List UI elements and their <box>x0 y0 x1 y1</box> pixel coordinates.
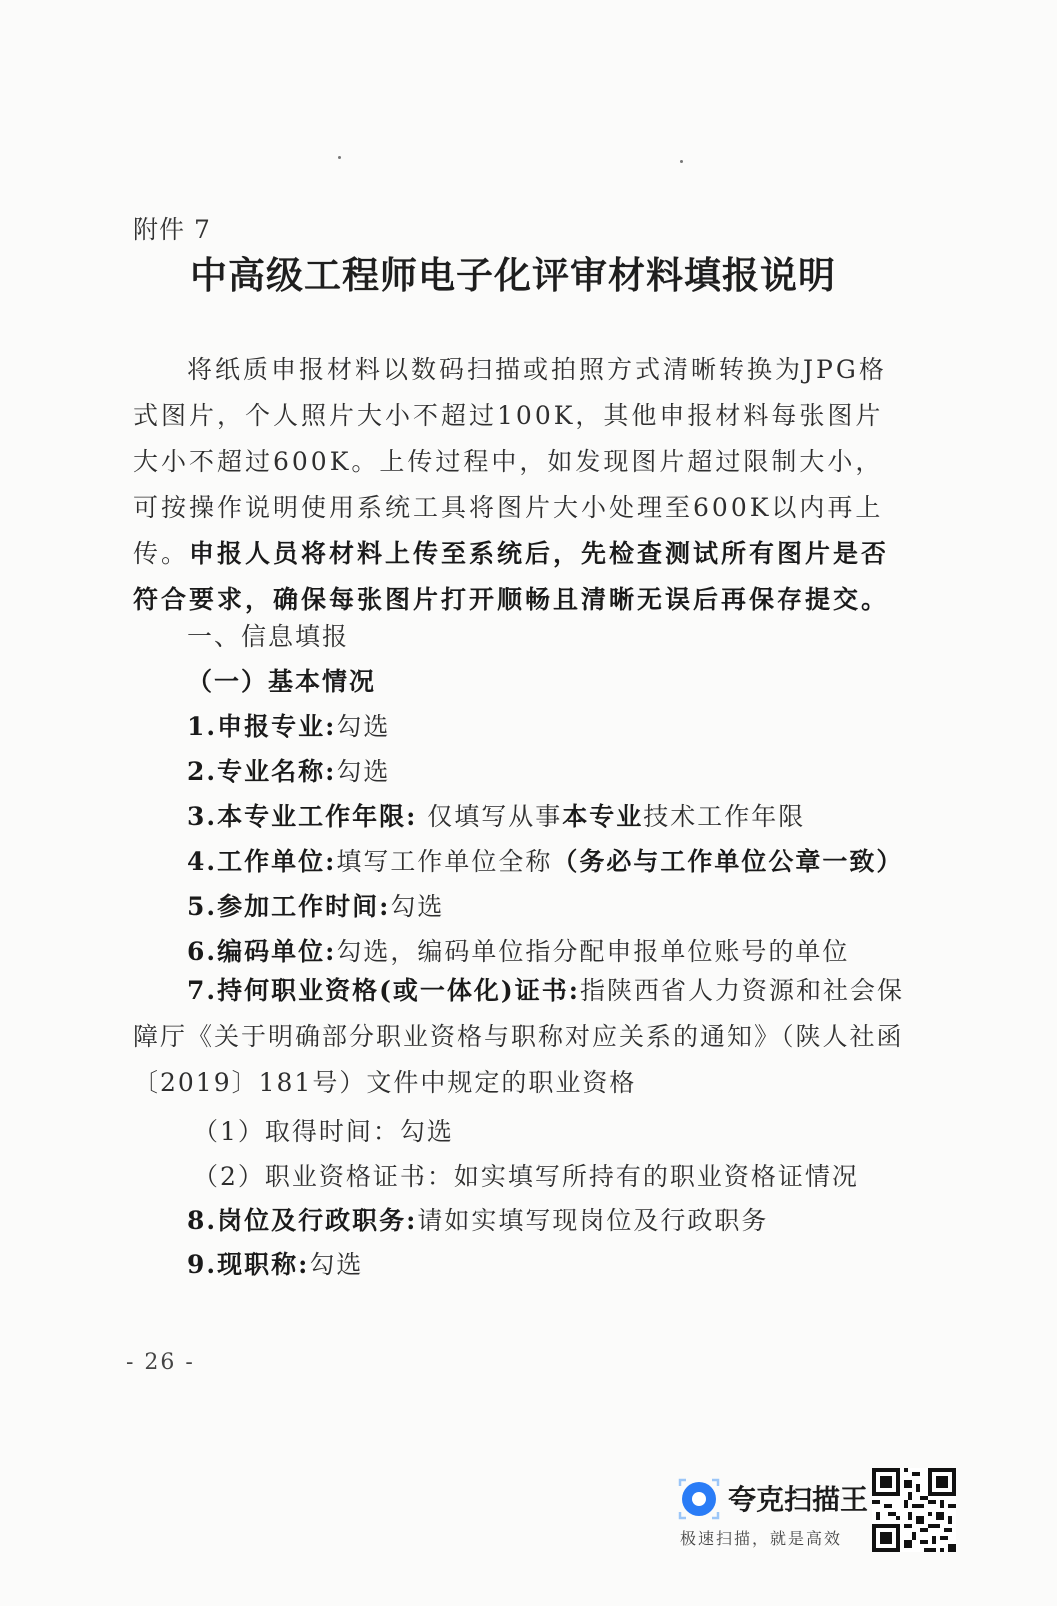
quark-logo-icon <box>676 1476 722 1522</box>
item-9 <box>133 1245 963 1281</box>
item-6 <box>133 932 963 968</box>
sub-item-2: （2）职业资格证书：如实填写所持有的职业资格证情况 <box>193 1162 859 1191</box>
item-text: 勾选 <box>309 1250 364 1279</box>
item-label: 8.岗位及行政职务: <box>187 1206 418 1235</box>
item-text: 技术工作年限 <box>643 802 806 831</box>
item-label: 6.编码单位: <box>187 937 337 966</box>
page-number: - 26 - <box>126 1350 195 1375</box>
item-label: 9.现职称: <box>187 1250 310 1279</box>
section-heading: 一、信息填报 <box>187 622 350 651</box>
item-label: 7.持何职业资格(或一体化)证书: <box>187 976 580 1005</box>
item-8 <box>133 1201 963 1237</box>
subsection-heading: （一）基本情况 <box>187 667 377 696</box>
item-label: 2.专业名称: <box>187 757 337 786</box>
item-5 <box>133 887 963 923</box>
sub-item-1: （1）取得时间：勾选 <box>193 1117 454 1146</box>
item-text: 勾选 <box>336 757 391 786</box>
item-text: 请如实填写现岗位及行政职务 <box>417 1206 769 1235</box>
page-title: 中高级工程师电子化评审材料填报说明 <box>190 253 836 297</box>
scan-speck <box>338 156 341 159</box>
attachment-label: 附件 7 <box>133 215 211 244</box>
item-label: 4.工作单位: <box>187 847 337 876</box>
item-2 <box>133 752 963 788</box>
item-4 <box>133 842 963 878</box>
item-text: 指陕西省人力资源和社会保障厅《关于明确部分职业资格与职称对应关系的通知》（陕人社函〔2019〕181号）文件中规定的职业资格 <box>133 976 905 1097</box>
item-label: 3.本专业工作年限: <box>187 802 418 831</box>
item-text: 勾选 <box>390 892 445 921</box>
item-3 <box>133 797 963 833</box>
scan-speck <box>680 160 683 163</box>
intro-paragraph <box>133 347 909 623</box>
item-7 <box>133 968 909 1106</box>
item-text: 仅填写从事 <box>417 802 563 831</box>
item-1 <box>133 707 963 743</box>
item-label: 1.申报专业: <box>187 712 337 741</box>
intro-text: 将纸质申报材料以数码扫描或拍照方式清晰转换为JPG格式图片，个人照片大小不超过100K，其他申报材料每张图片大小不超过600K。上传过程中，如发现图片超过限制大小，可按操作说明使用系统工具将图片大小处理至600K以内再上传。 <box>133 355 887 568</box>
item-text-bold: 本专业 <box>562 802 644 831</box>
watermark-brand: 夸克扫描王 <box>728 1483 869 1516</box>
item-text: 勾选，编码单位指分配申报单位账号的单位 <box>336 937 850 966</box>
watermark-slogan: 极速扫描，就是高效 <box>680 1529 843 1548</box>
item-text: 填写工作单位全称 <box>336 847 553 876</box>
item-label: 5.参加工作时间: <box>187 892 391 921</box>
qr-code-icon <box>872 1468 956 1552</box>
scanner-watermark <box>676 1470 876 1560</box>
item-text: 勾选 <box>336 712 391 741</box>
item-text-bold: （务必与工作单位公章一致） <box>552 847 904 876</box>
intro-bold-text: 申报人员将材料上传至系统后，先检查测试所有图片是否符合要求，确保每张图片打开顺畅且清晰无误后再保存提交。 <box>133 539 890 614</box>
